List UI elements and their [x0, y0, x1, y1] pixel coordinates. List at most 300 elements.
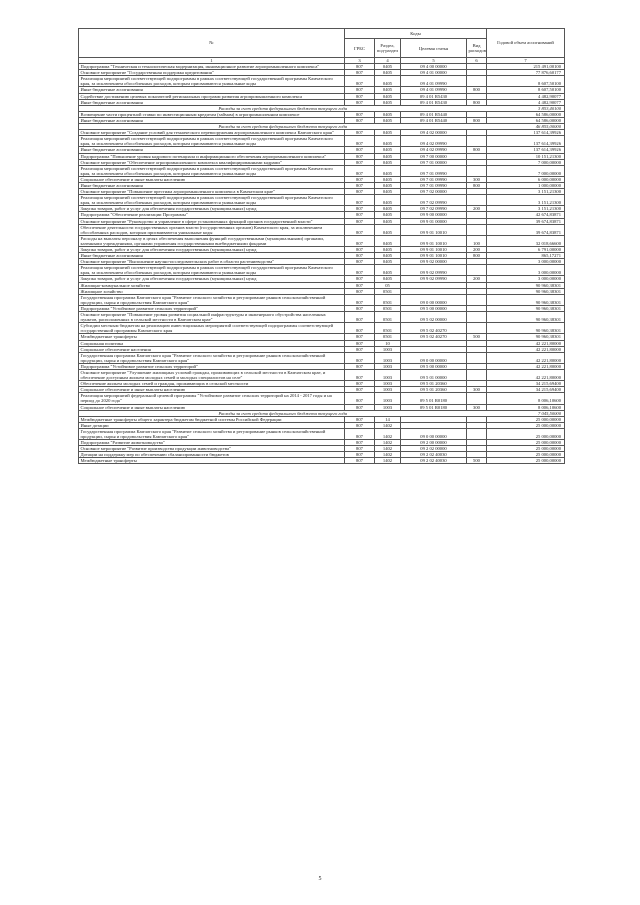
row-section: 1003: [375, 363, 401, 369]
row-name: Закупка товаров, работ и услуг для обеспечения государственных (муниципальных) нужд: [79, 276, 345, 282]
table-header: [79, 29, 565, 64]
row-name: Обеспечение деятельности государственных органов власти (государственных органов) Камчатского края, за исключением обособленных расходов, которым присваиваются уникальные коды: [79, 224, 345, 235]
row-name: Государственная программа Камчатского края "Развитие сельского хозяйства и регулирование рынков сельскохозяйственной продукции, сырья и продовольствия Камчатского края": [79, 428, 345, 439]
row-name: Возмещение части процентной ставки по инвестиционным кредитам (займам) в агропромышленном комплексе: [79, 111, 345, 117]
row-amount: 34 215,69400: [487, 381, 565, 387]
row-exptype: [467, 294, 487, 305]
row-target: 09 7 01 09990: [401, 176, 467, 182]
row-name: Реализация мероприятий соответствующей подпрограммы в рамках соответствующей государственной программы Камчатского края, за исключением обособленных расходов, которым присваиваются уникальные коды: [79, 165, 345, 176]
row-name: Подпрограмма "Обеспечение реализации Программы": [79, 212, 345, 218]
row-section: 0405: [375, 117, 401, 123]
header-target: Целевая статья: [401, 39, 467, 58]
row-section: 1402: [375, 446, 401, 452]
header-amount: Годовой объем ассигнований: [487, 29, 565, 58]
row-grbs: 807: [345, 76, 375, 87]
row-amount: 90 960,38301: [487, 294, 565, 305]
table-row: [79, 136, 565, 147]
row-section: 0405: [375, 147, 401, 153]
row-amount: 25 000,00000: [487, 422, 565, 428]
row-amount: 90 960,38301: [487, 305, 565, 311]
row-exptype: 800: [467, 87, 487, 93]
row-section: 1402: [375, 452, 401, 458]
row-target: 09 9 02 09990: [401, 276, 467, 282]
row-name: Основное мероприятие "Обеспечение агропромышленного комплекса квалифицированными кадрами": [79, 159, 345, 165]
row-amount: 64 586,00000: [487, 111, 565, 117]
colnum: 4: [375, 58, 401, 64]
colnum: 3: [345, 58, 375, 64]
row-name: Основное мероприятие "Государственная поддержка кредитования": [79, 70, 345, 76]
subtotal-label: Расходы за счет средств федерального бюджета текущего года: [79, 105, 487, 111]
row-section: 05: [375, 282, 401, 288]
row-target: 09 7 00 00000: [401, 153, 467, 159]
row-name: Закупка товаров, работ и услуг для обеспечения государственных (муниципальных) нужд: [79, 247, 345, 253]
row-grbs: 807: [345, 323, 375, 334]
row-grbs: 807: [345, 212, 375, 218]
row-section: 1003: [375, 393, 401, 404]
row-section: 0405: [375, 153, 401, 159]
row-target: 09 9 01 10010: [401, 253, 467, 259]
row-section: 1402: [375, 440, 401, 446]
row-section: 0405: [375, 224, 401, 235]
row-exptype: [467, 312, 487, 323]
row-grbs: 807: [345, 404, 375, 410]
header-grbs: ГРБС: [345, 39, 375, 58]
row-name: Расходы на выплаты персоналу в целях обеспечения выполнения функций государственными (муниципальными) органами, казенными учреждениями, органами управления государственными внебюджетными фондами: [79, 235, 345, 246]
row-target: 09 5 01 R0180: [401, 393, 467, 404]
row-name: Иные бюджетные ассигнования: [79, 99, 345, 105]
row-amount: 10 151,21300: [487, 153, 565, 159]
row-amount: 137 614,39926: [487, 147, 565, 153]
row-target: 09 2 02 40030: [401, 458, 467, 464]
row-name: Подпрограмма "Развитие животноводства": [79, 440, 345, 446]
row-grbs: 807: [345, 159, 375, 165]
row-name: Обеспечение жильем молодых семей и граждан, проживающих в сельской местности: [79, 381, 345, 387]
table-row: [79, 294, 565, 305]
row-exptype: 800: [467, 182, 487, 188]
row-amount: 8 607,50100: [487, 76, 565, 87]
row-grbs: 807: [345, 422, 375, 428]
row-exptype: 300: [467, 387, 487, 393]
row-amount: 42 221,80000: [487, 340, 565, 346]
row-name: Основное мероприятие "Развитие производства продукции животноводства": [79, 446, 345, 452]
row-name: Основное мероприятие "Улучшение жилищных условий граждан, проживающих в сельской местности в Камчатском крае, и обеспечение доступным жильем молодых семей и молодых специалистов на селе": [79, 369, 345, 380]
row-amount: 42 221,80000: [487, 369, 565, 380]
row-exptype: [467, 224, 487, 235]
row-amount: 3 151,21300: [487, 206, 565, 212]
colnum: 6: [467, 58, 487, 64]
budget-table-page: [78, 28, 564, 464]
row-amount: 137 614,39926: [487, 136, 565, 147]
table-row: [79, 265, 565, 276]
row-exptype: 200: [467, 206, 487, 212]
row-grbs: 807: [345, 165, 375, 176]
subtotal-label: Расходы за счет средств федерального бюджета текущего года: [79, 124, 487, 130]
row-grbs: 807: [345, 265, 375, 276]
row-name: Субсидии местным бюджетам на реализацию инвестиционных мероприятий соответствующей подпрограммы соответствующей государственной программы Камчатского края: [79, 323, 345, 334]
row-grbs: 807: [345, 393, 375, 404]
row-name: Социальное обеспечение и иные выплаты населению: [79, 404, 345, 410]
table-row: [79, 235, 565, 246]
row-section: 0405: [375, 182, 401, 188]
table-row: [79, 352, 565, 363]
row-target: 09 4 00 00000: [401, 64, 467, 70]
row-grbs: 807: [345, 224, 375, 235]
header-no: №: [79, 29, 345, 58]
row-amount: 3 151,21300: [487, 195, 565, 206]
row-name: Иные бюджетные ассигнования: [79, 87, 345, 93]
row-target: 09 2 02 00000: [401, 446, 467, 452]
row-target: 09 0 00 00000: [401, 352, 467, 363]
row-grbs: 807: [345, 369, 375, 380]
row-section: 0405: [375, 212, 401, 218]
row-target: 09 2 02 40030: [401, 452, 467, 458]
row-name: Подпрограмма "Техническая и технологическая модернизация, инновационное развитие агропромышленного комплекса": [79, 64, 345, 70]
row-target: 09 5 00 00000: [401, 363, 467, 369]
row-section: 0501: [375, 294, 401, 305]
row-name: Жилищно-коммунальное хозяйство: [79, 282, 345, 288]
row-section: 1402: [375, 428, 401, 439]
row-amount: 6 000,00000: [487, 176, 565, 182]
row-grbs: 807: [345, 70, 375, 76]
row-amount: 25 000,00000: [487, 428, 565, 439]
row-target: 09 9 01 10010: [401, 247, 467, 253]
row-grbs: 807: [345, 189, 375, 195]
table-row: [79, 323, 565, 334]
row-grbs: 807: [345, 93, 375, 99]
row-grbs: 807: [345, 305, 375, 311]
row-grbs: 807: [345, 340, 375, 346]
row-grbs: 807: [345, 253, 375, 259]
subtotal-amount: 7 045,50000: [487, 410, 565, 416]
row-exptype: [467, 428, 487, 439]
row-section: 0501: [375, 323, 401, 334]
row-grbs: 807: [345, 87, 375, 93]
row-section: 0405: [375, 206, 401, 212]
row-section: 0405: [375, 218, 401, 224]
row-section: 0405: [375, 253, 401, 259]
row-target: 09 9 01 10010: [401, 224, 467, 235]
row-amount: 8 006,10600: [487, 393, 565, 404]
row-exptype: 800: [467, 99, 487, 105]
row-amount: 90 960,38301: [487, 312, 565, 323]
row-name: Содействие достижению целевых показателей региональных программ развития агропромышленного комплекса: [79, 93, 345, 99]
table-row: [79, 428, 565, 439]
row-grbs: 807: [345, 352, 375, 363]
subtotal-label: Расходы за счет средств федерального бюджета текущего года: [79, 410, 487, 416]
row-amount: 25 000,00000: [487, 452, 565, 458]
row-section: 1003: [375, 404, 401, 410]
colnum: 5: [401, 58, 467, 64]
row-name: Иные бюджетные ассигнования: [79, 253, 345, 259]
row-amount: 6 791,00000: [487, 247, 565, 253]
row-amount: 42 221,80000: [487, 346, 565, 352]
row-amount: 39 674,83871: [487, 218, 565, 224]
row-target: 09 5 01 00000: [401, 369, 467, 380]
row-target: 09 4 01 R5430: [401, 99, 467, 105]
row-section: 0501: [375, 334, 401, 340]
row-name: Иные дотации: [79, 422, 345, 428]
row-name: Межбюджетные трансферты: [79, 334, 345, 340]
row-amount: 8 607,50100: [487, 87, 565, 93]
row-grbs: 807: [345, 276, 375, 282]
row-amount: 3 151,21300: [487, 189, 565, 195]
row-grbs: 807: [345, 416, 375, 422]
table-row: [79, 312, 565, 323]
row-target: 09 9 01 10010: [401, 235, 467, 246]
row-target: 09 5 01 R0180: [401, 404, 467, 410]
row-grbs: 807: [345, 428, 375, 439]
header-codes: Коды: [345, 29, 487, 39]
table-row: [79, 224, 565, 235]
row-target: 09 4 01 R5440: [401, 117, 467, 123]
row-grbs: 807: [345, 218, 375, 224]
row-grbs: 807: [345, 153, 375, 159]
row-grbs: 807: [345, 136, 375, 147]
subtotal-amount: 46 855,00000: [487, 124, 565, 130]
header-exptype: Вид расходов: [467, 39, 487, 58]
row-section: 1003: [375, 387, 401, 393]
row-name: Социальное обеспечение и иные выплаты населению: [79, 387, 345, 393]
row-section: 0405: [375, 259, 401, 265]
colnum: 7: [487, 58, 565, 64]
row-name: Реализация мероприятий федеральной целевой программы "Устойчивое развитие сельских территорий на 2014 - 2017 годы и на период до 2020 года": [79, 393, 345, 404]
table-row: [79, 195, 565, 206]
row-target: 09 4 02 00000: [401, 130, 467, 136]
row-grbs: 807: [345, 176, 375, 182]
row-target: 09 4 02 09990: [401, 147, 467, 153]
row-amount: 90 960,38301: [487, 323, 565, 334]
row-exptype: 300: [467, 176, 487, 182]
row-amount: 25 000,00000: [487, 446, 565, 452]
row-target: 09 5 02 40270: [401, 323, 467, 334]
row-name: Жилищное хозяйство: [79, 288, 345, 294]
row-exptype: [467, 352, 487, 363]
row-section: 1402: [375, 422, 401, 428]
row-target: 09 4 01 R5430: [401, 93, 467, 99]
row-exptype: 200: [467, 276, 487, 282]
row-target: 09 4 01 09990: [401, 76, 467, 87]
row-target: 09 4 01 00000: [401, 70, 467, 76]
row-amount: 215 491,00100: [487, 64, 565, 70]
row-grbs: 807: [345, 452, 375, 458]
colnum: 1: [79, 58, 345, 64]
row-grbs: 807: [345, 288, 375, 294]
row-amount: 77 876,60177: [487, 70, 565, 76]
row-section: 0405: [375, 176, 401, 182]
row-amount: 90 960,38301: [487, 334, 565, 340]
row-section: 0501: [375, 288, 401, 294]
row-section: 0501: [375, 312, 401, 323]
row-name: Основное мероприятие "Выполнение научно-исследовательских работ в области растениеводства": [79, 259, 345, 265]
row-amount: 34 215,69400: [487, 387, 565, 393]
row-section: 1003: [375, 381, 401, 387]
row-exptype: 100: [467, 235, 487, 246]
row-target: 09 7 01 00000: [401, 159, 467, 165]
row-section: 10: [375, 340, 401, 346]
page-number: 5: [318, 876, 322, 882]
row-section: 0405: [375, 165, 401, 176]
row-amount: 7 000,00000: [487, 165, 565, 176]
row-grbs: 807: [345, 111, 375, 117]
row-exptype: 500: [467, 458, 487, 464]
row-exptype: [467, 76, 487, 87]
row-exptype: 800: [467, 117, 487, 123]
row-name: Подпрограмма "Устойчивое развитие сельских территорий": [79, 363, 345, 369]
row-exptype: [467, 195, 487, 206]
row-target: 09 5 02 40270: [401, 334, 467, 340]
row-name: Подпрограмма "Устойчивое развитие сельских территорий": [79, 305, 345, 311]
table-body: [79, 64, 565, 464]
row-exptype: [467, 369, 487, 380]
row-amount: 90 960,38301: [487, 282, 565, 288]
row-target: 09 7 01 09990: [401, 182, 467, 188]
row-grbs: 807: [345, 363, 375, 369]
row-target: 09 4 02 09990: [401, 136, 467, 147]
row-target: 09 4 01 09990: [401, 87, 467, 93]
row-name: Межбюджетные трансферты: [79, 458, 345, 464]
row-grbs: 807: [345, 99, 375, 105]
row-exptype: [467, 393, 487, 404]
row-exptype: 300: [467, 404, 487, 410]
row-section: 1003: [375, 346, 401, 352]
row-amount: 25 000,00000: [487, 458, 565, 464]
row-name: Закупка товаров, работ и услуг для обеспечения государственных (муниципальных) нужд: [79, 206, 345, 212]
row-amount: 4 482,90077: [487, 93, 565, 99]
row-grbs: 807: [345, 182, 375, 188]
row-section: 0405: [375, 70, 401, 76]
row-grbs: 807: [345, 458, 375, 464]
row-target: 09 7 02 00000: [401, 189, 467, 195]
row-name: Государственная программа Камчатского края "Развитие сельского хозяйства и регулирование рынков сельскохозяйственной продукции, сырья и продовольствия Камчатского края": [79, 294, 345, 305]
row-section: 0405: [375, 136, 401, 147]
row-amount: 3 000,00000: [487, 265, 565, 276]
row-grbs: 807: [345, 117, 375, 123]
row-target: 09 9 01 00000: [401, 218, 467, 224]
row-section: 0501: [375, 305, 401, 311]
row-target: 09 7 02 09990: [401, 206, 467, 212]
row-amount: 42 221,80000: [487, 352, 565, 363]
row-grbs: 807: [345, 334, 375, 340]
row-name: Иные бюджетные ассигнования: [79, 182, 345, 188]
row-grbs: 807: [345, 195, 375, 206]
row-target: 09 5 01 20360: [401, 381, 467, 387]
row-amount: 25 000,00000: [487, 416, 565, 422]
row-grbs: 807: [345, 247, 375, 253]
row-exptype: 800: [467, 147, 487, 153]
row-section: 0405: [375, 247, 401, 253]
row-amount: 64 586,00000: [487, 117, 565, 123]
row-grbs: 807: [345, 235, 375, 246]
row-name: Реализация мероприятий соответствующей подпрограммы в рамках соответствующей государственной программы Камчатского края, за исключением обособленных расходов, которым присваиваются уникальные коды: [79, 136, 345, 147]
row-section: 1003: [375, 369, 401, 380]
row-target: 09 0 00 00000: [401, 428, 467, 439]
row-exptype: [467, 136, 487, 147]
row-name: Межбюджетные трансферты общего характера бюджетам бюджетной системы Российской Федерации: [79, 416, 345, 422]
row-amount: 90 960,38301: [487, 288, 565, 294]
row-name: Социальное обеспечение и иные выплаты населению: [79, 176, 345, 182]
row-target: 09 9 00 00000: [401, 212, 467, 218]
row-target: 09 4 01 R5440: [401, 111, 467, 117]
row-name: Реализация мероприятий соответствующей подпрограммы в рамках соответствующей государственной программы Камчатского края, за исключением обособленных расходов, которым присваиваются уникальные коды: [79, 76, 345, 87]
row-grbs: 807: [345, 294, 375, 305]
row-section: 0405: [375, 235, 401, 246]
row-section: 1003: [375, 352, 401, 363]
row-exptype: [467, 323, 487, 334]
row-section: 0405: [375, 64, 401, 70]
row-target: 09 5 02 00000: [401, 312, 467, 323]
row-target: 09 7 02 09990: [401, 195, 467, 206]
row-grbs: 807: [345, 282, 375, 288]
row-name: Реализация мероприятий соответствующей подпрограммы в рамках соответствующей государственной программы Камчатского края, за исключением обособленных расходов, которым присваиваются уникальные коды: [79, 265, 345, 276]
row-target: 09 5 01 20360: [401, 387, 467, 393]
row-section: 0405: [375, 189, 401, 195]
row-amount: 1 000,00000: [487, 182, 565, 188]
row-exptype: [467, 265, 487, 276]
row-amount: 3 000,00000: [487, 276, 565, 282]
row-target: 09 5 00 00000: [401, 305, 467, 311]
row-amount: 42 221,80000: [487, 363, 565, 369]
row-section: 1402: [375, 458, 401, 464]
row-section: 0405: [375, 276, 401, 282]
row-exptype: 200: [467, 247, 487, 253]
row-name: Социальное обеспечение населения: [79, 346, 345, 352]
row-exptype: [467, 165, 487, 176]
row-name: Социальная политика: [79, 340, 345, 346]
row-section: 0405: [375, 93, 401, 99]
row-amount: 42 674,83871: [487, 212, 565, 218]
row-amount: 25 000,00000: [487, 440, 565, 446]
subtotal-amount: 3 853,40100: [487, 105, 565, 111]
table-row: [79, 76, 565, 87]
row-amount: 7 000,00000: [487, 159, 565, 165]
table-row: [79, 369, 565, 380]
row-amount: 32 018,66600: [487, 235, 565, 246]
row-exptype: 800: [467, 253, 487, 259]
table-row: [79, 458, 565, 464]
row-section: 0405: [375, 76, 401, 87]
row-grbs: 807: [345, 64, 375, 70]
row-target: 09 9 02 09990: [401, 265, 467, 276]
row-name: Подпрограмма "Повышение уровня кадрового потенциала и информационного обеспечения агропромышленного комплекса": [79, 153, 345, 159]
row-amount: 3 000,00000: [487, 259, 565, 265]
row-amount: 137 614,39926: [487, 130, 565, 136]
row-grbs: 807: [345, 346, 375, 352]
header-section: Раздел, под-раздел: [375, 39, 401, 58]
row-amount: 865,17271: [487, 253, 565, 259]
row-exptype: 500: [467, 334, 487, 340]
row-name: Иные бюджетные ассигнования: [79, 117, 345, 123]
row-grbs: 807: [345, 147, 375, 153]
row-section: 0405: [375, 99, 401, 105]
row-grbs: 807: [345, 312, 375, 323]
row-grbs: 807: [345, 259, 375, 265]
row-section: 0405: [375, 265, 401, 276]
row-name: Основное мероприятие "Руководство и управление в сфере установленных функций органов государственной власти": [79, 218, 345, 224]
row-section: 0405: [375, 130, 401, 136]
row-target: 09 0 00 00000: [401, 294, 467, 305]
row-section: 0405: [375, 111, 401, 117]
row-amount: 8 006,10600: [487, 404, 565, 410]
row-target: 09 9 02 00000: [401, 259, 467, 265]
budget-table: [78, 28, 565, 464]
row-name: Государственная программа Камчатского края "Развитие сельского хозяйства и регулирование рынков сельскохозяйственной продукции, сырья и продовольствия Камчатского края": [79, 352, 345, 363]
row-amount: 39 674,83871: [487, 224, 565, 235]
row-name: Основное мероприятие "Повышение уровня развития социальной инфраструктуры и инженерного обустройства населенных пунктов, расположенных в сельской местности в Камчатском крае": [79, 312, 345, 323]
row-grbs: 807: [345, 130, 375, 136]
row-name: Дотации на поддержку мер по обеспечению сбалансированности бюджетов: [79, 452, 345, 458]
row-name: Основное мероприятие "Создание условий для технического перевооружения агропромышленного комплекса Камчатского края": [79, 130, 345, 136]
row-name: Иные бюджетные ассигнования: [79, 147, 345, 153]
